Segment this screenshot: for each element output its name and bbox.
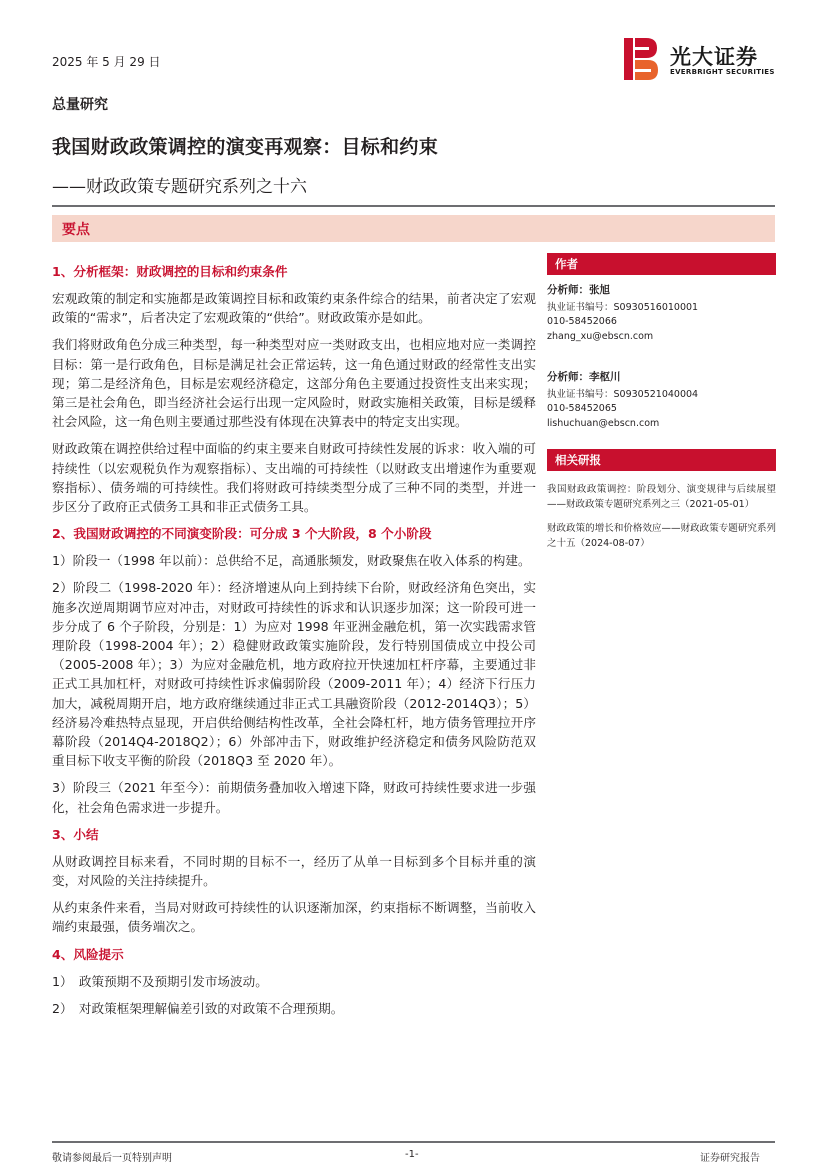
authors-header: 作者 bbox=[547, 253, 776, 275]
analyst-name: 分析师：张旭 bbox=[547, 284, 610, 296]
section-heading-2: 2、我国财政调控的不同演变阶段：可分成 3 个大阶段，8 个小阶段 bbox=[52, 526, 432, 542]
risk-item: 1） 政策预期不及预期引发市场波动。 bbox=[52, 973, 268, 989]
footer-divider bbox=[52, 1141, 775, 1143]
main-content bbox=[52, 262, 536, 1026]
analyst-phone: 010-58452065 bbox=[547, 403, 617, 414]
related-report-link[interactable]: 我国财政政策调控：阶段划分、演变规律与后续展望——财政政策专题研究系列之三（2021-05-01） bbox=[547, 484, 776, 510]
everbright-logo bbox=[624, 38, 776, 82]
paragraph: 2）阶段二（1998-2020 年）：经济增速从向上到持续下台阶，财政经济角色突出，实施多次逆周期调节应对冲击，对财政可持续性的诉求和认识逐步加深；这一阶段可进一步分成了 6 个子阶段，分别是：1）为应对 1998 年亚洲金融危机，第一次实践需求管理阶段（1998-2004 年）；2）稳健财政政策实施阶段，发行特别国债成立中投公司（2005-2008 年）；3）为应对金融危机，地方政府拉开快速加杠杆序幕，主要通过非正式工具加杠杆，对财政可持续性诉求偏弱阶段（2009-2011 年）；4）经济下行压力加大，减税周期开启，地方政府继续通过非正式工具融资阶段（2012-2014Q3）；5）经济易冷难热特点显现，开启供给侧结构性改革，全社会降杠杆，地方债务管理拉开序幕阶段（2014Q4-2018Q2）；6）外部冲击下，财政维护经济稳定和债务风险防范双重目标下收支平衡的阶段（2018Q3 至 2020 年）。 bbox=[52, 580, 536, 769]
paragraph: 从财政调控目标来看，不同时期的目标不一，经历了从单一目标到多个目标并重的演变，对风险的关注持续提升。 bbox=[52, 853, 536, 889]
section-heading-4: 4、风险提示 bbox=[52, 946, 124, 962]
analyst-email[interactable]: lishuchuan@ebscn.com bbox=[547, 417, 660, 429]
report-subtitle: ——财政政策专题研究系列之十六 bbox=[52, 177, 307, 197]
header-divider bbox=[52, 205, 775, 207]
report-title: 我国财政政策调控的演变再观察：目标和约束 bbox=[52, 136, 439, 158]
paragraph: 从约束条件来看，当局对财政可持续性的认识逐渐加深，约束指标不断调整，当前收入端约束最强，债务端次之。 bbox=[52, 900, 536, 935]
analyst-block bbox=[547, 370, 776, 431]
report-date: 2025 年 5 月 29 日 bbox=[52, 55, 161, 69]
analyst-name: 分析师：李枢川 bbox=[547, 371, 621, 383]
page-number: -1- bbox=[405, 1149, 419, 1160]
paragraph: 我们将财政角色分成三种类型，每一种类型对应一类财政支出，也相应地对应一类调控目标：第一是行政角色，目标是满足社会正常运转，这一角色通过财政的经常性支出实现；第二是经济角色，目标是宏观经济稳定，这部分角色主要通过投资性支出来实现；第三是社会角色，即当经济社会运行出现一定风险时，财政实施相关政策，目标是缓释社会风险，这一角色则主要通过那些没有体现在决算表中的特定支出实现。 bbox=[52, 337, 536, 430]
logo-text-cn: 光大证券 bbox=[670, 45, 758, 69]
everbright-logo-mark-icon bbox=[624, 38, 658, 80]
paragraph: 宏观政策的制定和实施都是政策调控目标和政策约束条件综合的结果，前者决定了宏观政策的“需求”，后者决定了宏观政策的“供给”。财政政策亦是如此。 bbox=[52, 291, 536, 326]
analyst-phone: 010-58452066 bbox=[547, 316, 617, 327]
sidebar bbox=[547, 253, 776, 551]
section-heading-1: 1、分析框架：财政调控的目标和约束条件 bbox=[52, 264, 288, 279]
footer-report-type: 证券研究报告 bbox=[700, 1153, 760, 1164]
analyst-email[interactable]: zhang_xu@ebscn.com bbox=[547, 330, 654, 342]
section-heading-3: 3、小结 bbox=[52, 826, 99, 842]
footer-disclaimer: 敬请参阅最后一页特别声明 bbox=[52, 1153, 172, 1164]
analyst-cert: 执业证书编号：S0930516010001 bbox=[547, 301, 699, 313]
key-points-bar bbox=[52, 215, 775, 242]
key-points-label: 要点 bbox=[62, 222, 90, 238]
report-category: 总量研究 bbox=[52, 97, 108, 113]
paragraph: 3）阶段三（2021 年至今）：前期债务叠加收入增速下降，财政可持续性要求进一步强化，社会角色需求进一步提升。 bbox=[52, 780, 536, 815]
logo-text-en: EVERBRIGHT SECURITIES bbox=[670, 68, 775, 76]
paragraph: 1）阶段一（1998 年以前）：总供给不足，高通胀频发，财政聚焦在收入体系的构建。 bbox=[52, 553, 531, 569]
analyst-cert: 执业证书编号：S0930521040004 bbox=[547, 388, 699, 400]
risk-item: 2） 对政策框架理解偏差引致的对政策不合理预期。 bbox=[52, 1000, 344, 1016]
analyst-block bbox=[547, 283, 776, 344]
paragraph: 财政政策在调控供给过程中面临的约束主要来自财政可持续性发展的诉求：收入端的可持续性（以宏观税负作为观察指标）、支出端的可持续性（以财政支出增速作为重要观察指标）、债务端的可持续性。我们将财政可持续类型分成了三种不同的类型，并进一步区分了政府正式债务工具和非正式债务工具。 bbox=[52, 441, 536, 515]
related-report-link[interactable]: 财政政策的增长和价格效应——财政政策专题研究系列之十五（2024-08-07） bbox=[547, 523, 776, 549]
related-reports-header: 相关研报 bbox=[547, 449, 776, 471]
